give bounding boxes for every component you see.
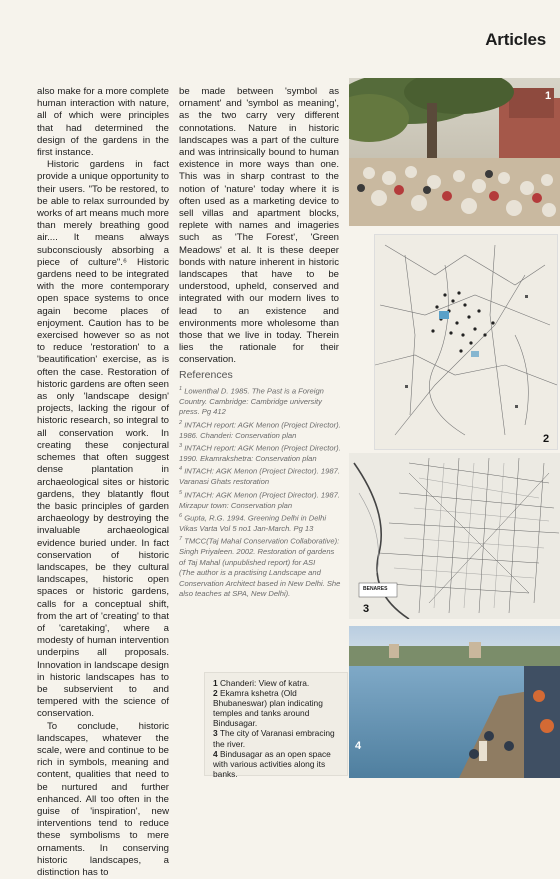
figure-captions xyxy=(204,672,348,779)
reference-item: $^6$ Gupta, R.G. 1994. Greening Delhi in Delhi Vikas Varta Vol 5 no1 Jan-March. Pg 13 xyxy=(179,513,327,534)
reference-item: $^1$ Lowenthal D. 1985. The Past is a Foreign Country. Cambridge: Cambridge university press. Pg 412 xyxy=(179,386,324,417)
reference-item: $^3$ INTACH report: AGK Menon (Project Director). 1990. Ekamrakshetra: Conservation plan xyxy=(179,443,341,464)
reference-item: $^2$ INTACH report: AGK Menon (Project Director). 1986. Chanderi: Conservation plan xyxy=(179,419,341,440)
references-list xyxy=(179,384,341,599)
caption-item: 3 The city of Varanasi embracing the river. xyxy=(213,728,335,749)
figure-number: 4 xyxy=(355,740,362,752)
paragraph: Historic gardens in fact provide a unique opportunity to their users. "To be restored, to be able to relax surrounded by works of art means much more than merely breathing good air.... It means always subconsciously absorbing a piece of culture".⁶ Historic gardens need to be integrated with the more contemporary open space systems to once again become places of enjoyment. Caution has to be exercised however so as not to reduce 'restoration' to a 'beautification' exercise, as is often the case. Restoration of historic gardens are often seen as only 'landscape design' projects, lacking the rigour of historic research, so integral to all conservation work. In creating these conjectural schemes that often suggest dense plantation in archaeological sites or historic gardens, they blatantly flout the basic principles of garden archaeology by destroying the invaluable archaeological evidence buried under. In fact conservation of historic landscapes, be they cultural landscapes, historic open spaces or historic gardens, calls for a conceptual shift, from the art of 'creating' to that of 'caretaking', where a modesty of human intervention underpins all proposals. Innovation in landscape design in historic landscapes has to be subservient to and tempered with the science of conservation. xyxy=(37,159,169,720)
paragraph: be made between 'symbol as ornament' and 'symbol as meaning', as the two carry very different connotations. Nature in historic landscapes was a part of the culture and was intrinsically bound to human existence in more ways than one. This was in sharp contrast to the notion of 'nature' today where it is often used as a marketing device to sell villas and apartment blocks, replete with names and imageries such as 'The Forest', 'Green Meadows' et al. It is these deeper bonds with nature inherent in historic landscapes that have to be understood, upheld, conserved and integrated with our modern lives to lead to an existence and environments more wholesome than those that we live in today. Therein lies the rationale for their conservation. xyxy=(179,86,339,366)
paragraph: also make for a more complete human interaction with nature, all of which were principles that had determined the design of the gardens in the first instance. xyxy=(37,86,169,159)
map-varanasi xyxy=(349,453,560,619)
author-note: (The author is a practising Landscape and Conservation Architect based in New Delhi. She also teaches at SPA, New Delhi). xyxy=(179,568,341,599)
reference-item: $^5$ INTACH: AGK Menon (Project Director). 1987. Mirzapur town: Conservation plan xyxy=(179,489,340,510)
section-title: Articles xyxy=(485,30,546,49)
photo-bindusagar xyxy=(349,626,560,778)
map-ekamra-kshetra xyxy=(374,234,558,450)
header-bar xyxy=(0,0,560,62)
caption-item: 1 Chanderi: View of katra. xyxy=(213,678,310,688)
body-column-2 xyxy=(179,86,339,367)
figure-number: 2 xyxy=(543,433,550,445)
photo-chanderi-katra xyxy=(349,78,560,226)
caption-item: 2 Ekamra kshetra (Old Bhubaneswar) plan indicating temples and tanks around Bindusagar. xyxy=(213,688,323,729)
caption-item: 4 Bindusagar as an open space with various activities along its banks. xyxy=(213,748,331,779)
body-column-1 xyxy=(37,86,169,879)
reference-item: $^4$ INTACH: AGK Menon (Project Director). 1987. Varanasi Ghats restoration xyxy=(179,466,340,487)
map-label: BENARES xyxy=(363,586,388,592)
reference-item: $^7$ TMCC(Taj Mahal Conservation Collaborative): Singh Priyaleen. 2002. Restoration of gardens of Taj Mahal (unpublished report) for ASI xyxy=(179,536,340,567)
paragraph: To conclude, historic landscapes, whatever the scale, were and continue to be rich in symbols, meaning and content, qualities that need to be nurtured and further enhanced. All too often in the guise of 'inspiration', new interventions tend to reduce these symbolisms to mere ornaments. In conserving historic landscapes, a distinction has to xyxy=(37,720,169,878)
figure-number: 3 xyxy=(363,603,370,615)
figure-number: 1 xyxy=(545,90,552,102)
references-heading: References xyxy=(179,369,233,381)
